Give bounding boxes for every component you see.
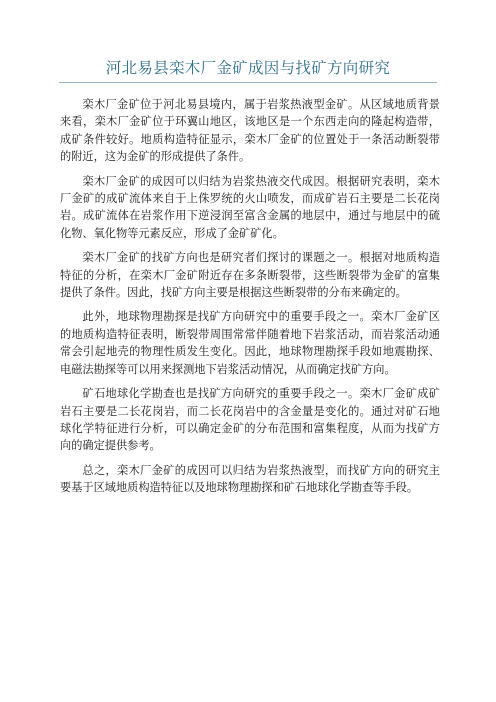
paragraph-5: 矿石地球化学勘查也是找矿方向研究的重要手段之一。栾木厂金矿成矿岩石主要是二长花岗岩，而二长花岗岩中的含金量是变化的。通过对矿石地球化学特征进行分析，可以确定金矿的分布范围和富集程度，从而为找矿方向的确定提供参考。 [60,387,440,453]
paragraph-1: 栾木厂金矿位于河北易县境内，属于岩浆热液型金矿。从区域地质背景来看，栾木厂金矿位于环翼山地区，该地区是一个东西走向的隆起构造带，成矿条件较好。地质构造特征显示，栾木厂金矿的位置处于一条活动断裂带的附近，这为金矿的形成提供了条件。 [60,98,440,164]
title-underline [59,82,437,83]
document-title: 河北易县栾木厂金矿成因与找矿方向研究 [105,59,391,77]
paragraph-4: 此外，地球物理勘探是找矿方向研究中的重要手段之一。栾木厂金矿区的地质构造特征表明，断裂带周围常常伴随着地下岩浆活动，而岩浆活动通常会引起地壳的物理性质发生变化。因此，地球物理勘探手段如地震勘探、电磁法勘探等可以用来探测地下岩浆活动情况，从而确定找矿方向。 [60,310,440,376]
paragraph-6: 总之，栾木厂金矿的成因可以归结为岩浆热液型，而找矿方向的研究主要基于区域地质构造特征以及地球物理勘探和矿石地球化学勘查等手段。 [60,463,440,495]
paragraph-2: 栾木厂金矿的成因可以归结为岩浆热液交代成因。根据研究表明，栾木厂金矿的成矿流体来自于上侏罗统的火山喷发，而成矿岩石主要是二长花岗岩。成矿流体在岩浆作用下逆浸润至富含金属的地层中，通过与地层中的硫化物、氧化物等元素反应，形成了金矿矿化。 [60,174,440,240]
document-body [60,96,440,504]
paragraph-3: 栾木厂金矿的找矿方向也是研究者们探讨的课题之一。根据对地质构造特征的分析，在栾木厂金矿附近存在多条断裂带，这些断裂带为金矿的富集提供了条件。因此，找矿方向主要是根据这些断裂带的分布来确定的。 [60,251,440,300]
